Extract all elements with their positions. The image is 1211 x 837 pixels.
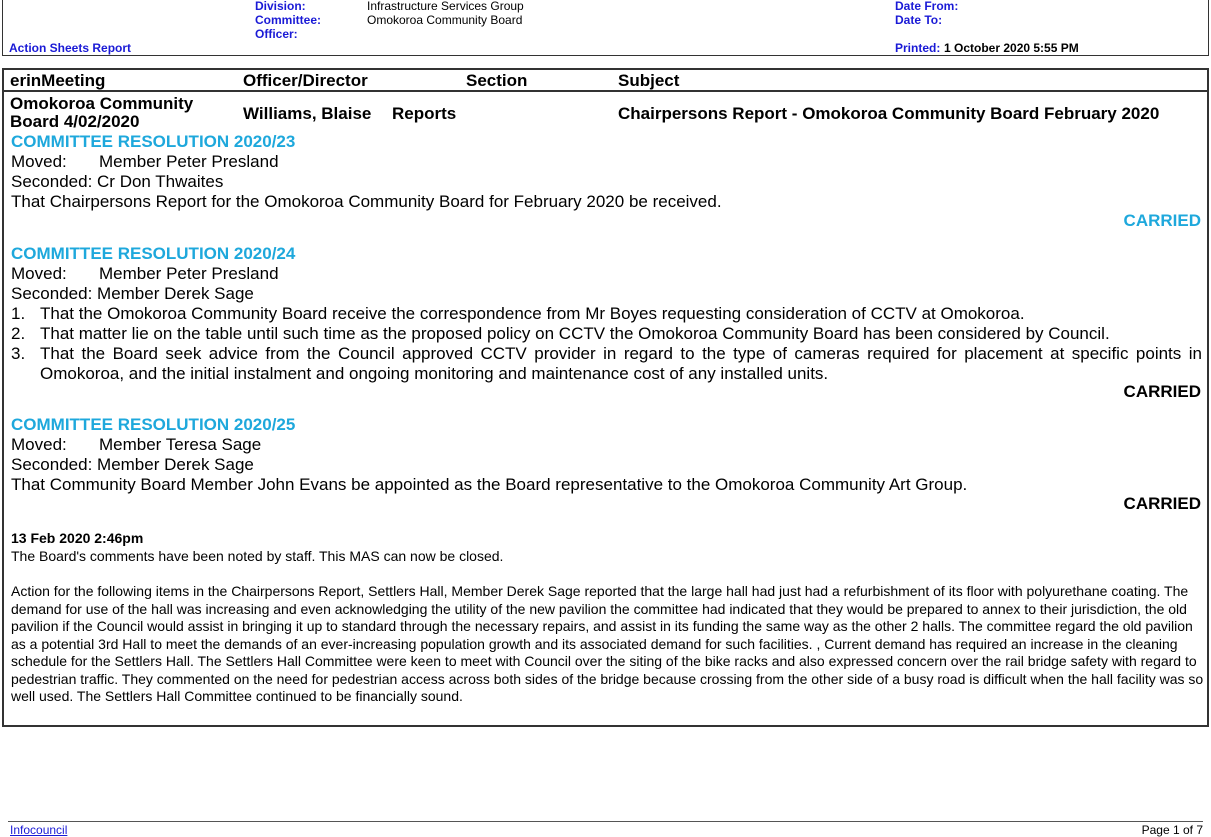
meeting-section: Reports: [392, 104, 457, 123]
note-line: The Board's comments have been noted by staff. This MAS can now be closed.: [11, 548, 504, 564]
division-value: Infrastructure Services Group: [367, 0, 524, 13]
seconded-line: [11, 284, 254, 304]
seconded-line: [11, 455, 254, 475]
seconded-line: [11, 172, 223, 192]
resolution-item: [11, 344, 1202, 384]
carried-status: CARRIED: [1123, 382, 1201, 401]
resolution-title: COMMITTEE RESOLUTION 2020/23: [11, 132, 296, 151]
meeting-name: Omokoroa Community: [10, 94, 194, 113]
column-header-officer: Officer/Director: [243, 71, 368, 90]
seconded-by: Member Derek Sage: [97, 284, 254, 303]
column-header-section: Section: [466, 71, 528, 90]
moved-label: Moved:: [11, 152, 67, 171]
meeting-date: Board 4/02/2020: [10, 112, 140, 131]
column-header-subject: Subject: [618, 71, 680, 90]
item-number: 2.: [11, 324, 26, 343]
division-label: Division:: [255, 0, 306, 13]
footer-divider: [8, 821, 1203, 822]
resolution-item: [11, 324, 1202, 344]
item-number: 3.: [11, 344, 26, 363]
resolution-text: That Chairpersons Report for the Omokoroa Community Board for February 2020 be received.: [11, 192, 722, 211]
item-text: That the Board seek advice from the Council approved CCTV provider in regard to the type of cameras required for placement at specific points in Omokoroa, and the initial instalment and ongoing monitoring and maintenance cost of any installed units.: [40, 344, 1202, 383]
resolution-item: [11, 304, 1202, 324]
seconded-label: Seconded:: [11, 172, 93, 191]
column-header-row: [4, 70, 1207, 92]
officer-label: Officer:: [255, 27, 298, 41]
item-text: That matter lie on the table until such time as the proposed policy on CCTV the Omokoroa Community Board has been considered by Council.: [40, 324, 1110, 343]
moved-by: Member Teresa Sage: [99, 435, 262, 454]
printed-label: Printed:: [895, 41, 941, 55]
item-number: 1.: [11, 304, 26, 323]
meeting-officer: Williams, Blaise: [243, 104, 372, 123]
column-header-meeting: erinMeeting: [10, 71, 106, 90]
carried-status: CARRIED: [1123, 211, 1201, 230]
committee-value: Omokoroa Community Board: [367, 13, 523, 27]
committee-label: Committee:: [255, 13, 322, 27]
note-date: 13 Feb 2020 2:46pm: [11, 530, 144, 546]
seconded-label: Seconded:: [11, 284, 93, 303]
resolution-text: That Community Board Member John Evans be appointed as the Board representative to the Omokoroa Community Art Group.: [11, 475, 968, 494]
action-sheet-body: [2, 68, 1209, 727]
moved-by: Member Peter Presland: [99, 152, 279, 171]
item-text: That the Omokoroa Community Board receive the correspondence from Mr Boyes requesting consideration of CCTV at Omokoroa.: [40, 304, 1025, 323]
carried-status: CARRIED: [1123, 494, 1201, 513]
page-number: Page 1 of 7: [1141, 823, 1203, 837]
resolution-title: COMMITTEE RESOLUTION 2020/24: [11, 244, 296, 263]
moved-line: [11, 264, 279, 284]
printed-value: 1 October 2020 5:55 PM: [944, 41, 1079, 55]
date-to-label: Date To:: [895, 13, 943, 27]
moved-line: [11, 152, 279, 172]
moved-by: Member Peter Presland: [99, 264, 279, 283]
resolution-title: COMMITTEE RESOLUTION 2020/25: [11, 415, 296, 434]
report-title: Action Sheets Report: [9, 41, 132, 55]
meeting-subject: Chairpersons Report - Omokoroa Community Board February 2020: [618, 104, 1160, 123]
moved-line: [11, 435, 261, 455]
note-paragraph: Action for the following items in the Chairpersons Report, Settlers Hall, Member Derek Sage reported that the large hall had just had a refurbishment of its floor with polyurethane coating. The demand for use of the hall was increasing and even acknowledging the utility of the new pavilion the committee had indicated that they would be prepared to annex to their jurisdiction, the old pavilion if the Council would assist in bringing it up to standard through the necessary repairs, and assist in its funding the same way as the other 2 halls. The committee regard the old pavilion as a potential 3rd Hall to meet the demands of an ever-increasing population growth and its associated demand for such facilities. , Current demand has required an increase in the cleaning schedule for the Settlers Hall. The Settlers Hall Committee were keen to meet with Council over the siting of the bike racks and also expressed concern over the rail bridge safety with regard to pedestrian traffic. They commented on the need for pedestrian access across both sides of the bridge because crossing from the other side of a busy road is difficult when the hall facility was so well used. The Settlers Hall Committee continued to be financially sound.: [11, 583, 1204, 704]
moved-label: Moved:: [11, 435, 67, 454]
seconded-label: Seconded:: [11, 455, 93, 474]
infocouncil-link[interactable]: Infocouncil: [10, 823, 68, 837]
seconded-by: Member Derek Sage: [97, 455, 254, 474]
report-header: [2, 0, 1209, 56]
date-from-label: Date From:: [895, 0, 959, 13]
seconded-by: Cr Don Thwaites: [97, 172, 224, 191]
moved-label: Moved:: [11, 264, 67, 283]
